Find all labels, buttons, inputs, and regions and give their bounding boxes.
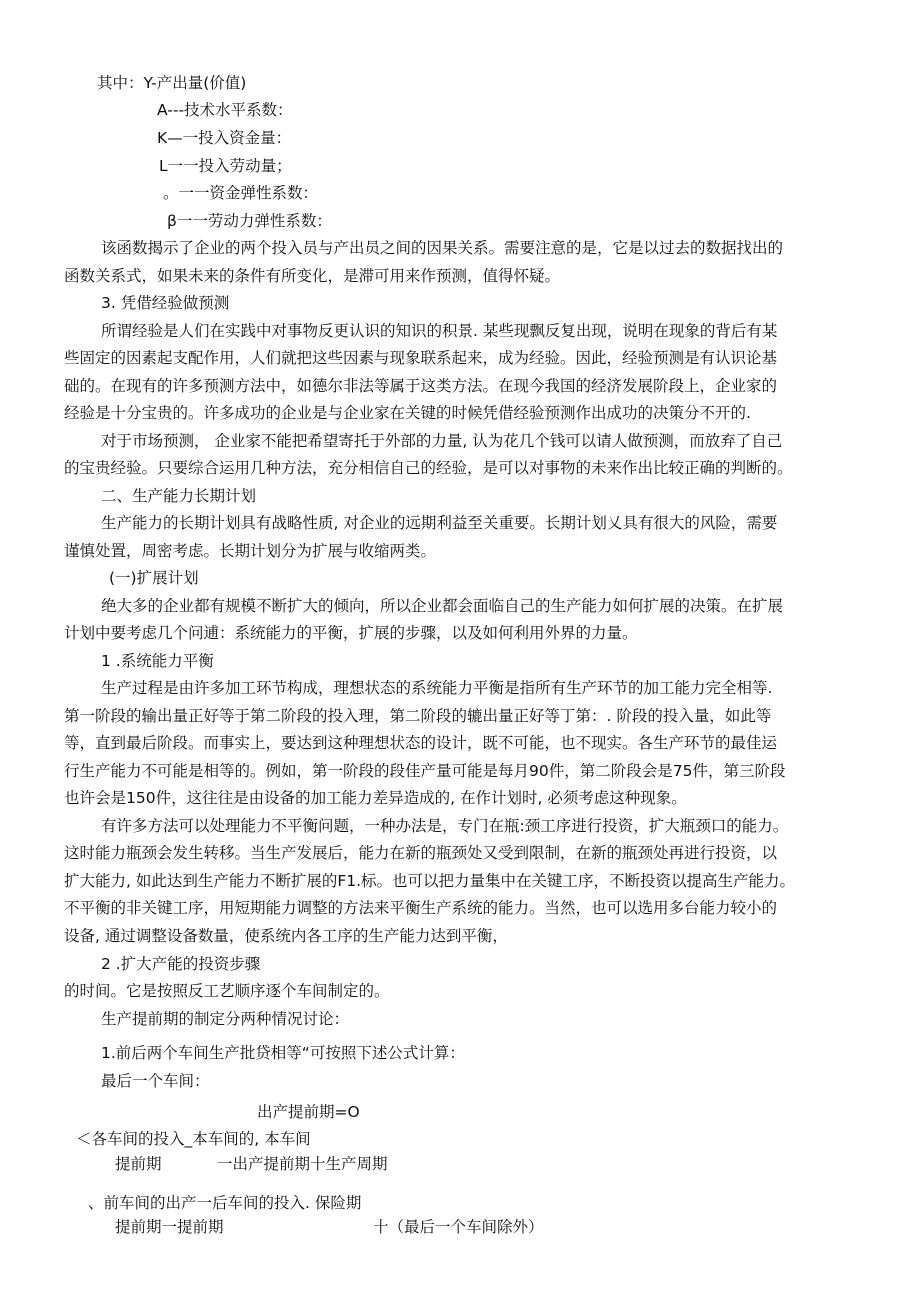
paragraph-line: 也许会是150件，这往往是由设备的加工能力差异造成的, 在作计划时, 必须考虑这种现象。 [64,789,687,807]
formula-line: 、前车间的出产一后车间的投入. 保险期 [88,1194,362,1212]
paragraph-line: 1.前后两个车间生产批贷相等“可按照下述公式计算： [101,1044,465,1062]
formula-term: 提前期一提前期 [115,1218,224,1236]
def-capital-elasticity: 。一一资金弹性系数： [163,184,319,202]
paragraph-line: 扩大能力, 如此达到生产能力不断扩展的F1.标。也可以把力量集中在关键工序，不断投资以提高生产能力。 [64,872,796,890]
formula-term: 提前期 [115,1155,162,1173]
def-tech-coefficient: A---技术水平系数： [157,101,293,119]
paragraph-line: 础的。在现有的许多预测方法中，如德尔非法等属于这类方法。在现今我国的经济发展阶段上，企业家的 [64,377,778,395]
paragraph-line: 最后一个车间： [101,1072,210,1090]
paragraph-line: 等，直到最后阶段。而事实上，要达到这种理想状态的设计，既不可能，也不现实。各生产环节的最佳运 [64,734,778,752]
paragraph-line: 绝大多的企业都有规模不断扩大的倾向，所以企业都会面临自己的生产能力如何扩展的决策。在扩展 [101,597,784,615]
def-labor-elasticity: β一一劳动力弹性系数： [167,212,332,230]
formula-line: 出产提前期=O [257,1103,360,1121]
item-heading: 1 .系统能力平衡 [101,652,214,670]
paragraph-line: 该函数揭示了企业的两个投入员与产出员之间的因果关系。需要注意的是，它是以过去的数据找出的 [101,239,784,257]
paragraph-line: 这时能力瓶颈会发生转移。当生产发展后，能力在新的瓶颈处又受到限制，在新的瓶颈处再进行投资，以 [64,844,778,862]
paragraph-line: 行生产能力不可能是相等的。例如，第一阶段的段佳产量可能是每月90件，第二阶段会是75件，第三阶段 [64,762,786,780]
paragraph-line: 生产提前期的制定分两种情况讨论： [101,1010,350,1028]
paragraph-line: 计划中要考虑几个问逋：系统能力的平衡，扩展的步骤，以及如何利用外界的力量。 [64,624,638,642]
paragraph-line: 的时间。它是按照反工艺顺序逐个车间制定的。 [64,982,390,1000]
paragraph-line: 生产能力的长期计划具有战略性质, 对企业的远期利益至关重要。长期计划乂具有很大的风险，需要 [101,514,778,532]
paragraph-line: 生产过程是由许多加工环节构成，理想状态的系统能力平衡是指所有生产环节的加工能力完全相等. [101,679,773,697]
paragraph-line: 些固定的因素起支配作用，人们就把这些因素与现象联系起来，成为经验。因此，经验预测是有认识论基 [64,349,778,367]
paragraph-line: 不平衡的非关键工序，用短期能力调整的方法来平衡生产系统的能力。当然，也可以选用多台能力较小的 [64,899,778,917]
paragraph-line: 函数关系式，如果未来的条件有所变化，是滞可用来作预测，值得怀疑。 [64,267,561,285]
paragraph-line: 第一阶段的输出量正好等于第二阶段的投入理，第二阶段的辘出量正好等丁第：. 阶段的投入量，如此等 [64,707,772,725]
formula-term: 一出产提前期十生产周期 [217,1155,388,1173]
formula-line: ＜各车间的投入_本车间的, 本车间 [76,1130,311,1148]
paragraph-line: 有许多方法可以处理能力不平衡问题，一种办法是，专门在瓶:颈工序进行投资，扩大瓶颈口的能力。 [101,817,789,835]
item-heading: 2 .扩大产能的投资步骤 [101,955,261,973]
subsection-heading: (一)扩展计划 [109,569,199,587]
paragraph-line: 对于市场预测， 企业家不能把希望寄托于外部的力量, 认为花几个钱可以请人做预测，而放弃了自己 [101,432,783,450]
def-capital-input: K—一投入资金量： [157,129,292,147]
def-output: 其中：Y-产出量(价值) [97,74,247,92]
paragraph-line: 谨慎处置，周密考虑。长期计划分为扩展与收缩两类。 [64,542,437,560]
section-heading: 二、生产能力长期计划 [101,487,257,505]
section-heading: 3. 凭借经验做预测 [101,294,230,312]
formula-term: 十（最后一个车间除外） [373,1218,544,1236]
paragraph-line: 的宝贵经验。只要综合运用几种方法，充分相信自己的经验，是可以对事物的未来作出比较正确的判断的。 [64,459,793,477]
paragraph-line: 经验是十分宝贵的。许多成功的企业是与企业家在关键的时候凭借经验预测作出成功的决策分不开的. [64,404,751,422]
paragraph-line: 设备, 通过调整设备数量，使系统内各工序的生产能力达到平衡， [64,927,508,945]
paragraph-line: 所谓经验是人们在实践中对事物反更认识的知识的积景. 某些现飘反复出现，说明在现象的背后有某 [101,322,778,340]
def-labor-input: L一一投入劳动量； [159,157,292,175]
